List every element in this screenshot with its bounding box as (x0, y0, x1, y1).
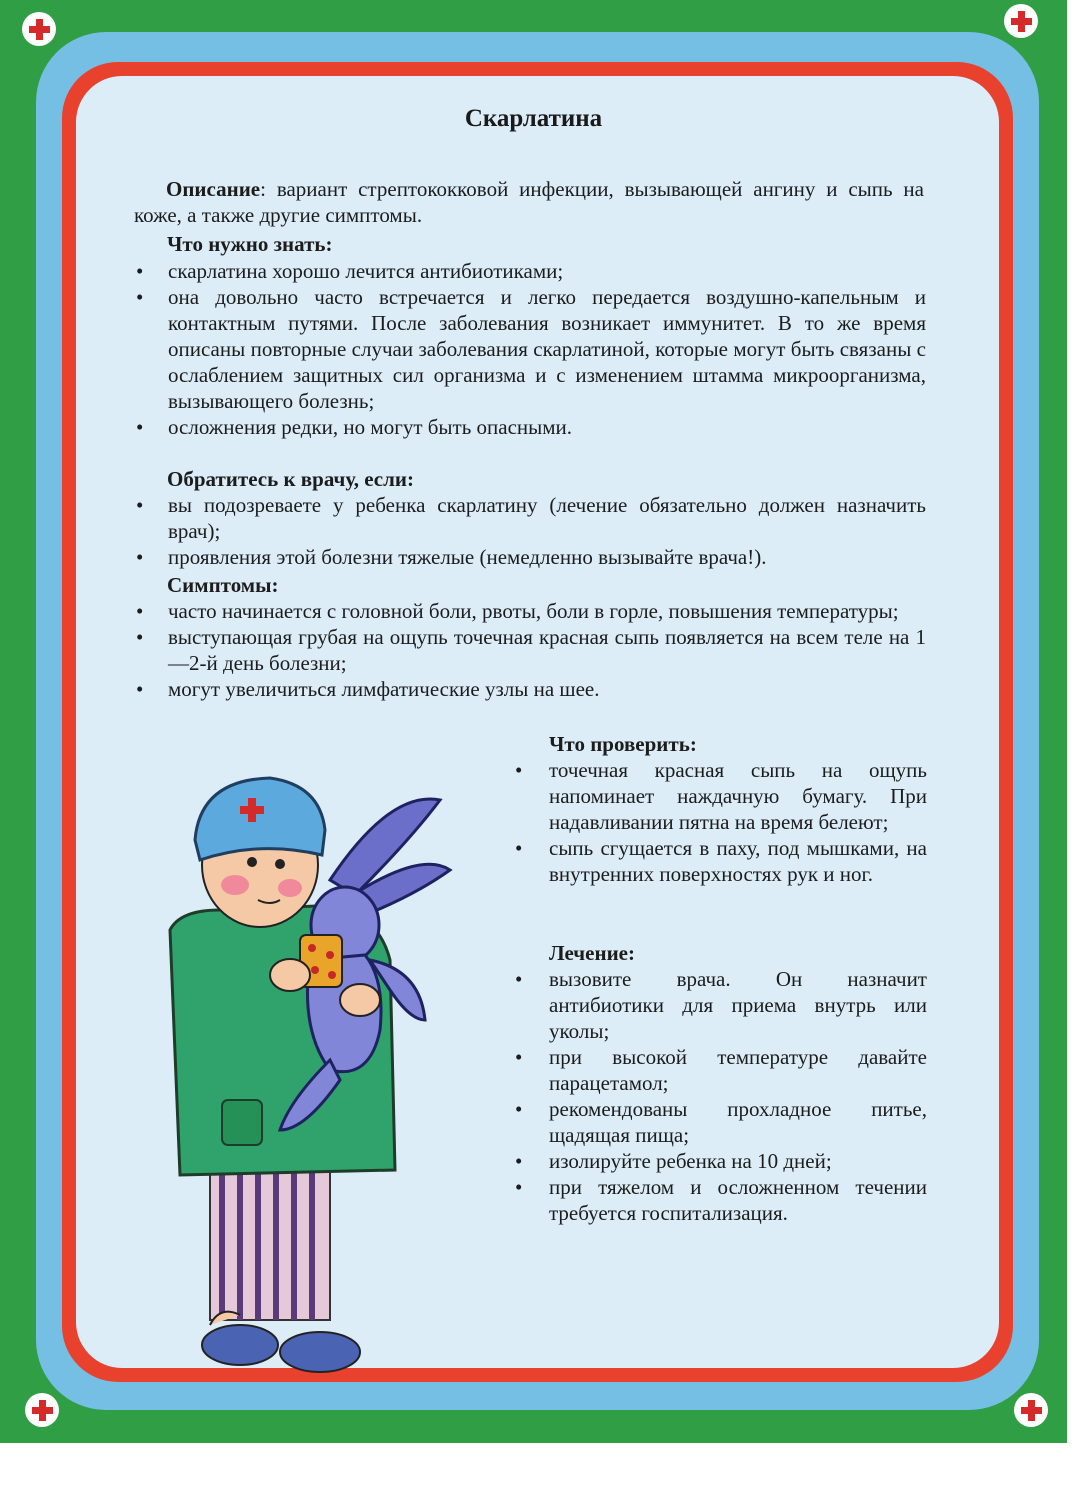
treatment-list (515, 966, 927, 1226)
pajama-legs-icon (210, 1150, 330, 1320)
list-item: • вы подозреваете у ребенка скарлатину (лечение обязательно должен назначить врач); (136, 492, 926, 544)
list-item: • при тяжелом и осложненном течении требуется госпитализация. (515, 1174, 927, 1226)
list-item: • сыпь сгущается в паху, под мышками, на внутренних поверхностях рук и ног. (515, 835, 927, 887)
list-item: • вызовите врача. Он назначит антибиотики для приема внутрь или уколы; (515, 966, 927, 1044)
know-heading: Что нужно знать: (167, 232, 333, 256)
list-item: • осложнения редки, но могут быть опасными. (136, 414, 926, 440)
symptoms-list (136, 598, 926, 702)
check-heading: Что проверить: (549, 732, 697, 756)
page-title: Скарлатина (464, 105, 603, 132)
list-item: • она довольно часто встречается и легко передается воздушно-капельным и контактным путями. После заболевания возникает иммунитет. В то же время описаны повторные случаи заболевания скарлатиной, которые могут быть связаны с ослаблением защитных сил организма и с изменением штамма микроорганизма, вызывающего болезнь; (136, 284, 926, 414)
list-item: • скарлатина хорошо лечится антибиотиками; (136, 258, 926, 284)
list-item: • выступающая грубая на ощупь точечная красная сыпь появляется на всем теле на 1—2-й день болезни; (136, 624, 926, 676)
symptoms-heading: Симптомы: (167, 573, 279, 597)
list-item: • точечная красная сыпь на ощупь напоминает наждачную бумагу. При надавливании пятна на время белеют; (515, 757, 927, 835)
description-label: Описание (166, 177, 261, 201)
list-item: • при высокой температуре давайте парацетамол; (515, 1044, 927, 1096)
list-item: • могут увеличиться лимфатические узлы на шее. (136, 676, 926, 702)
red-cross-icon (25, 1393, 59, 1427)
list-item: • часто начинается с головной боли, рвоты, боли в горле, повышения температуры; (136, 598, 926, 624)
red-cross-icon (1014, 1393, 1048, 1427)
description-text: : вариант стрептококковой инфекции, вызывающей ангину и сыпь на коже, а также другие симптомы. (134, 177, 924, 227)
description-paragraph (134, 176, 924, 228)
list-item: • изолируйте ребенка на 10 дней; (515, 1148, 927, 1174)
treatment-heading: Лечение: (549, 941, 635, 965)
doctor-heading: Обратитесь к врачу, если: (167, 467, 415, 491)
doctor-list (136, 492, 926, 570)
check-list (515, 757, 927, 887)
know-list (136, 258, 926, 440)
doctor-boy-illustration (140, 770, 470, 1390)
red-cross-icon (22, 12, 56, 46)
red-cross-icon (1004, 4, 1038, 38)
list-item: • рекомендованы прохладное питье, щадящая пища; (515, 1096, 927, 1148)
doctor-cap-icon (195, 778, 325, 860)
list-item: • проявления этой болезни тяжелые (немедленно вызывайте врача!). (136, 544, 926, 570)
